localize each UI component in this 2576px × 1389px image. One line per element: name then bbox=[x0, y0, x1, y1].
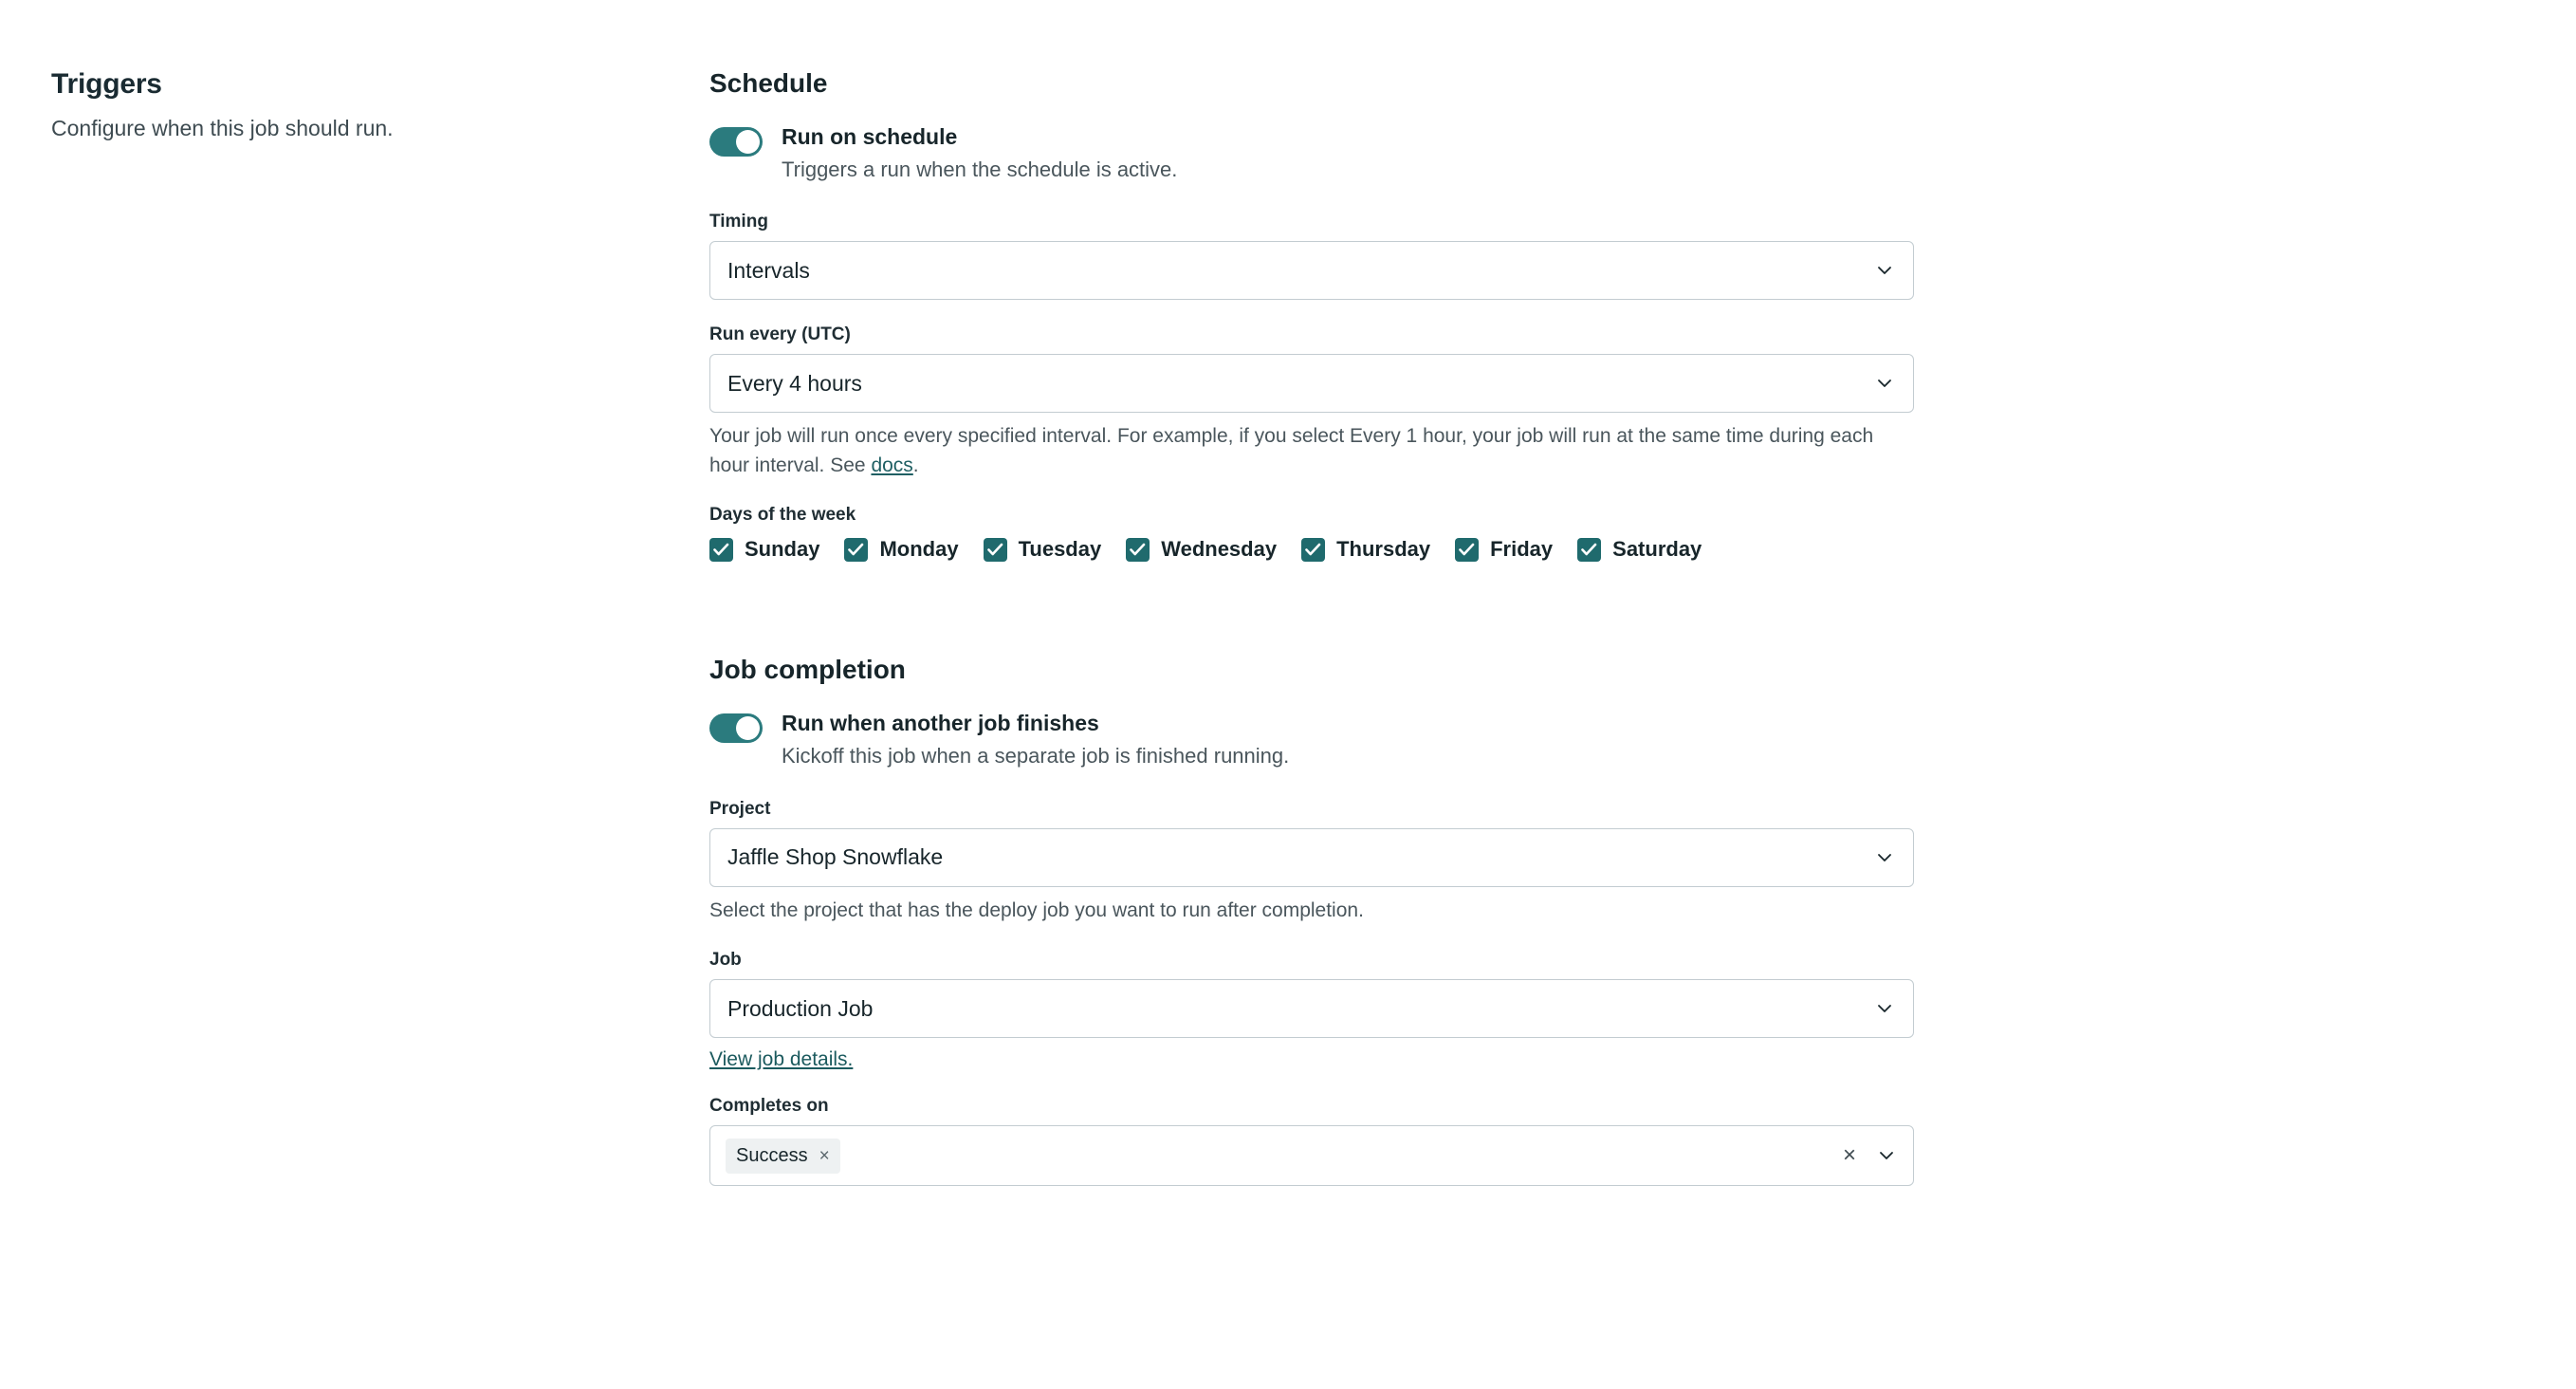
chevron-down-icon bbox=[1875, 261, 1894, 280]
days-of-week-row bbox=[709, 537, 1914, 562]
project-select[interactable] bbox=[709, 828, 1914, 887]
day-checkbox-monday[interactable] bbox=[844, 537, 958, 562]
job-value: Production Job bbox=[727, 995, 874, 1021]
run-when-job-finishes-description: Kickoff this job when a separate job is finished running. bbox=[782, 744, 1290, 769]
schedule-heading: Schedule bbox=[709, 68, 828, 98]
view-job-details-link[interactable]: View job details. bbox=[709, 1048, 854, 1071]
run-every-value: Every 4 hours bbox=[727, 370, 862, 396]
check-icon bbox=[984, 538, 1007, 562]
completes-on-multiselect[interactable] bbox=[709, 1125, 1914, 1186]
run-every-label: Run every (UTC) bbox=[709, 324, 851, 345]
day-checkbox-tuesday[interactable] bbox=[984, 537, 1102, 562]
days-of-week-label: Days of the week bbox=[709, 505, 856, 526]
day-label: Wednesday bbox=[1161, 537, 1278, 562]
day-label: Saturday bbox=[1612, 537, 1702, 562]
page-subtitle: Configure when this job should run. bbox=[51, 116, 394, 140]
day-label: Thursday bbox=[1336, 537, 1431, 562]
project-label: Project bbox=[709, 798, 771, 819]
run-when-job-finishes-row bbox=[709, 710, 1942, 769]
chevron-down-icon[interactable] bbox=[1877, 1146, 1896, 1165]
check-icon bbox=[1577, 538, 1601, 562]
chevron-down-icon bbox=[1875, 374, 1894, 393]
run-every-field bbox=[709, 324, 1914, 480]
run-on-schedule-text bbox=[782, 123, 1177, 183]
day-label: Sunday bbox=[745, 537, 820, 562]
timing-value: Intervals bbox=[727, 257, 810, 283]
timing-select[interactable] bbox=[709, 241, 1914, 300]
run-on-schedule-label: Run on schedule bbox=[782, 124, 958, 149]
check-icon bbox=[1301, 538, 1325, 562]
remove-tag-icon[interactable]: × bbox=[819, 1145, 830, 1166]
day-checkbox-sunday[interactable] bbox=[709, 537, 819, 562]
job-completion-heading: Job completion bbox=[709, 655, 906, 685]
run-every-help-suffix: . bbox=[912, 454, 919, 476]
day-label: Friday bbox=[1490, 537, 1554, 562]
project-field bbox=[709, 799, 1914, 925]
tag-label: Success bbox=[736, 1144, 808, 1166]
run-on-schedule-description: Triggers a run when the schedule is active. bbox=[782, 157, 1178, 181]
check-icon bbox=[1455, 538, 1479, 562]
timing-field bbox=[709, 212, 1914, 300]
job-select[interactable] bbox=[709, 979, 1914, 1038]
chevron-down-icon bbox=[1875, 848, 1894, 867]
days-of-week-field bbox=[709, 505, 1914, 562]
run-when-job-finishes-label: Run when another job finishes bbox=[782, 711, 1099, 736]
day-checkbox-wednesday[interactable] bbox=[1126, 537, 1277, 562]
day-checkbox-thursday[interactable] bbox=[1301, 537, 1430, 562]
page-title: Triggers bbox=[51, 68, 162, 100]
check-icon bbox=[1126, 538, 1150, 562]
clear-selection-icon[interactable]: × bbox=[1842, 1142, 1856, 1169]
run-when-job-finishes-toggle[interactable] bbox=[709, 713, 763, 743]
run-every-help bbox=[709, 422, 1895, 480]
check-icon bbox=[709, 538, 733, 562]
day-label: Tuesday bbox=[1018, 537, 1102, 562]
check-icon bbox=[844, 538, 868, 562]
toggle-knob bbox=[736, 130, 760, 154]
run-every-select[interactable] bbox=[709, 354, 1914, 413]
job-label: Job bbox=[709, 950, 742, 971]
run-when-job-finishes-text bbox=[782, 710, 1289, 769]
day-checkbox-saturday[interactable] bbox=[1577, 537, 1702, 562]
run-on-schedule-row bbox=[709, 123, 1942, 183]
docs-link[interactable]: docs bbox=[871, 454, 913, 476]
completes-on-tag bbox=[726, 1139, 840, 1174]
toggle-knob bbox=[736, 716, 760, 740]
day-checkbox-friday[interactable] bbox=[1455, 537, 1553, 562]
triggers-form bbox=[709, 68, 1942, 1211]
run-on-schedule-toggle[interactable] bbox=[709, 127, 763, 157]
job-field bbox=[709, 950, 1914, 1071]
page-intro bbox=[51, 68, 658, 143]
section-spacer bbox=[709, 586, 1942, 655]
timing-label: Timing bbox=[709, 212, 768, 232]
run-every-help-prefix: Your job will run once every specified interval. For example, if you select Every 1 hour, your job will run at the same time during each hour interval. See bbox=[709, 425, 1874, 476]
completes-on-field bbox=[709, 1096, 1914, 1186]
project-help: Select the project that has the deploy job you want to run after completion. bbox=[709, 898, 1364, 921]
chevron-down-icon bbox=[1875, 999, 1894, 1018]
completes-on-label: Completes on bbox=[709, 1096, 829, 1117]
multiselect-actions bbox=[1843, 1144, 1896, 1167]
project-value: Jaffle Shop Snowflake bbox=[727, 844, 944, 870]
day-label: Monday bbox=[879, 537, 959, 562]
